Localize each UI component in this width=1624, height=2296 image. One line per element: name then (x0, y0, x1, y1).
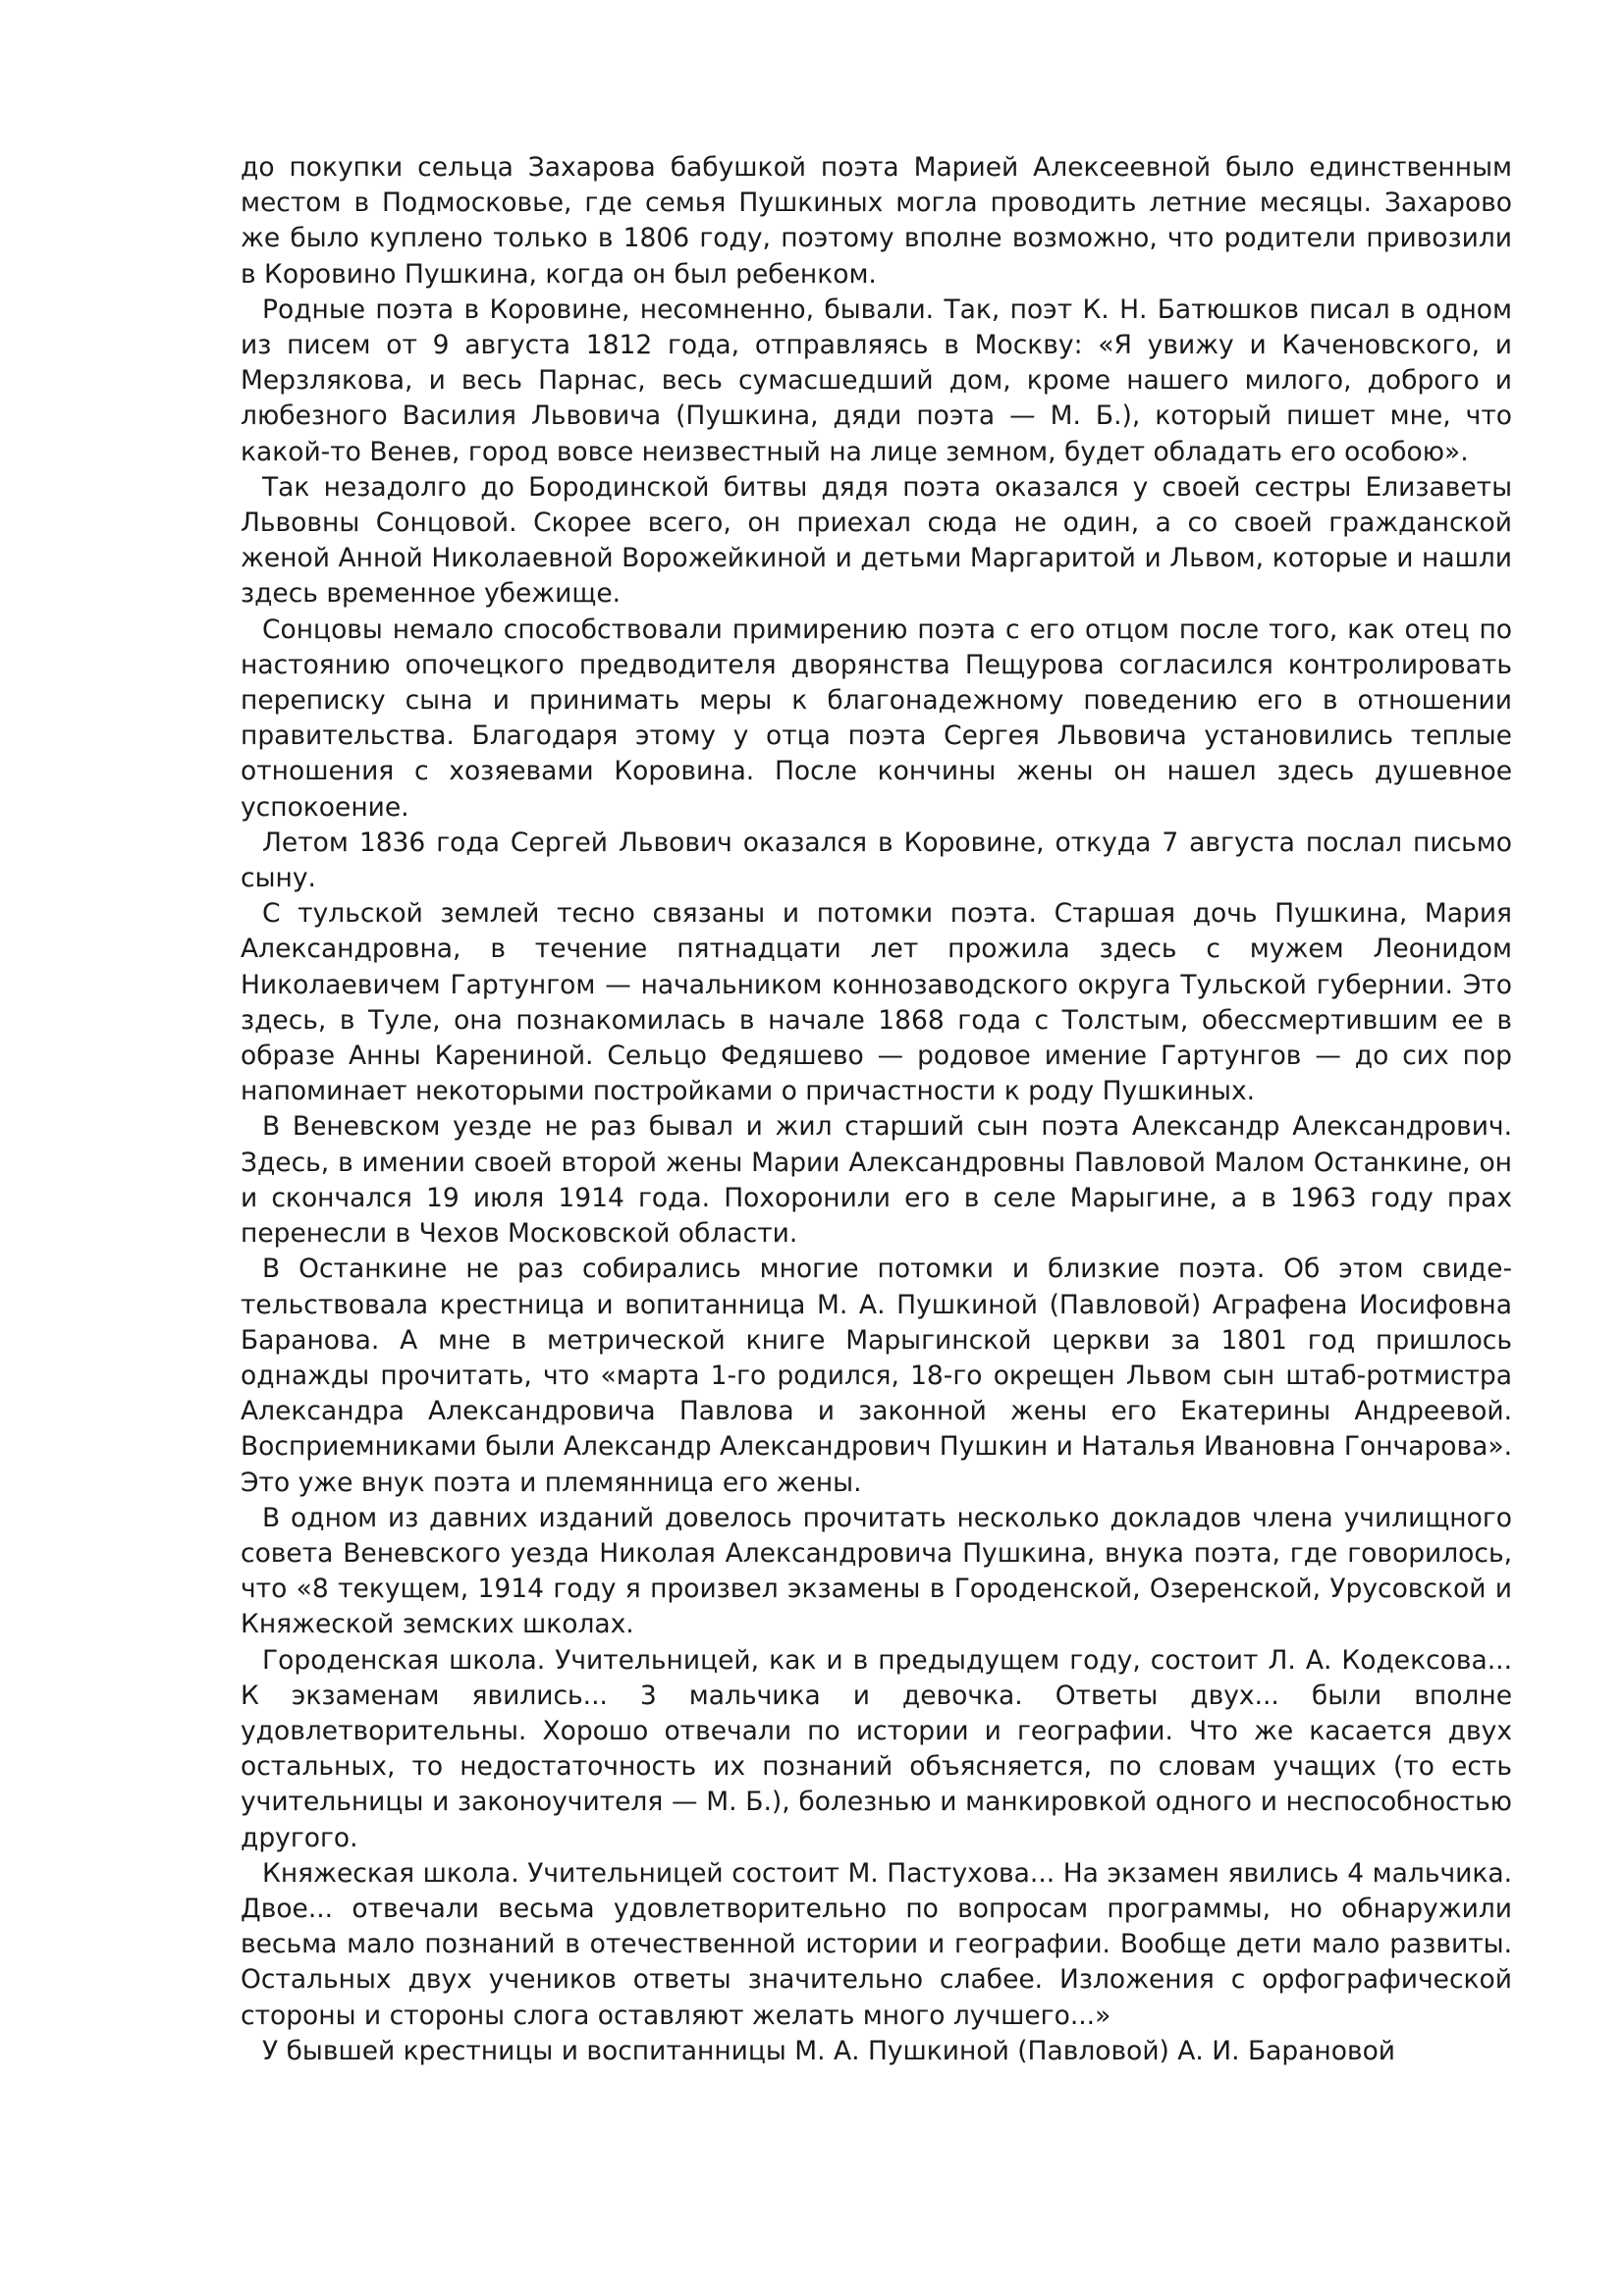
paragraph-11: Княжеская школа. Учительницей состоит М. Пастухова... На экзамен явились 4 мальчика. Двое... отвечали весьма удовлетворительно по вопросам программы, но обнаружили весьма мало познаний в отечественной истории и географии. Вообще дети мало развиты. Остальных двух учеников ответы значительно слабее. Изложения с орфографической стороны и стороны слога оставляют желать много лучшего...» (241, 1857, 1512, 2031)
paragraph-1: до покупки сельца Захарова бабушкой поэта Марией Алексеевной было единственным местом в Подмосковье, где семья Пушкиных могла проводить летние месяцы. Захарово же было куплено только в 1806 году, поэтому вполне возможно, что родители привозили в Коровино Пушкина, когда он был ребенком. (241, 152, 1512, 290)
paragraph-10: Городенская школа. Учительницей, как и в предыдущем году, состоит Л. А. Кодексова... К экзаменам явились... 3 мальчика и девочка. Ответы двух... были вполне удовлетворительны. Хорошо отвечали по истории и географии. Что же касается двух остальных, то недостаточность их познаний объясняется, по словам учащих (то есть учительницы и законоучителя — М. Б.), болезнью и манкировкой одного и неспособностью другого. (241, 1644, 1512, 1853)
paragraph-6: С тульской землей тесно связаны и потомки поэта. Старшая дочь Пушкина, Мария Александровна, в течение пятнадцати лет прожила здесь с мужем Леонидом Николаевичем Гартунгом — начальником коннозаводского округа Тульской губернии. Это здесь, в Туле, она познакомилась в начале 1868 года с Толстым, обессмертившим ее в образе Анны Карениной. Сельцо Федяшево — родовое имение Гартунгов — до сих пор напоминает некоторыми постройками о причастности к роду Пушкиных. (241, 898, 1512, 1107)
paragraph-8: В Останкине не раз собирались многие потомки и близкие поэта. Об этом свидетельствовала крестница и вопитанница М. А. Пушкиной (Павловой) Аграфена Иосифовна Баранова. А мне в метрической книге Марыгинской церкви за 1801 год пришлось однажды прочитать, что «марта 1-го родился, 18-го окрещен Львом сын штаб-ротмистра Александра Александровича Павлова и законной жены его Екатерины Андреевой. Восприемниками были Александр Александрович Пушкин и Наталья Ивановна Гончарова». Это уже внук поэта и племянница его жены. (241, 1254, 1512, 1498)
paragraph-5: Летом 1836 года Сергей Львович оказался в Коровине, откуда 7 августа послал письмо сыну. (241, 827, 1512, 894)
paragraph-12: У бывшей крестницы и воспитанницы М. А. Пушкиной (Павловой) А. И. Барановой (262, 2035, 1396, 2066)
paragraph-2: Родные поэта в Коровине, несомненно, бывали. Так, поэт К. Н. Батюшков писал в одном из писем от 9 августа 1812 года, отправляясь в Москву: «Я увижу и Каченовского, и Мерзлякова, и весь Парнас, весь сумасшедший дом, кроме нашего милого, доброго и любезного Василия Львовича (Пушкина, дяди поэта — М. Б.), который пишет мне, что какой-то Венев, город вовсе неизвестный на лице земном, будет обладать его особою». (241, 294, 1512, 467)
paragraph-4: Сонцовы немало способствовали примирению поэта с его отцом после того, как отец по настоянию опочецкого предводителя дворянства Пещурова согласился контролировать переписку сына и принимать меры к благонадежному поведению его в отношении правительства. Благодаря этому у отца поэта Сергея Львовича установились теплые отношения с хозяевами Коровина. После кончины жены он нашел здесь душевное успокоение. (241, 614, 1512, 823)
paragraph-3: Так незадолго до Бородинской битвы дядя поэта оказался у своей сестры Елизаветы Львовны Сонцовой. Скорее всего, он приехал сюда не один, а со своей гражданской женой Анной Николаевной Ворожейкиной и детьми Маргаритой и Львом, которые и нашли здесь временное убежище. (241, 471, 1512, 610)
paragraph-9: В одном из давних изданий довелось прочитать несколько докладов члена училищного совета Веневского уезда Николая Александровича Пушкина, внука поэта, где говорилось, что «8 текущем, 1914 году я произвел экзамены в Городенской, Озеренской, Урусовской и Княжеской земских школах. (241, 1502, 1512, 1640)
body-text (241, 150, 1512, 2069)
paragraph-7: В Веневском уезде не раз бывал и жил старший сын поэта Александр Александрович. Здесь, в имении своей второй жены Марии Александровны Павловой Малом Останкине, он и скончался 19 июля 1914 года. Похоронили его в селе Марыгине, а в 1963 году прах перенесли в Чехов Московской области. (241, 1111, 1512, 1250)
